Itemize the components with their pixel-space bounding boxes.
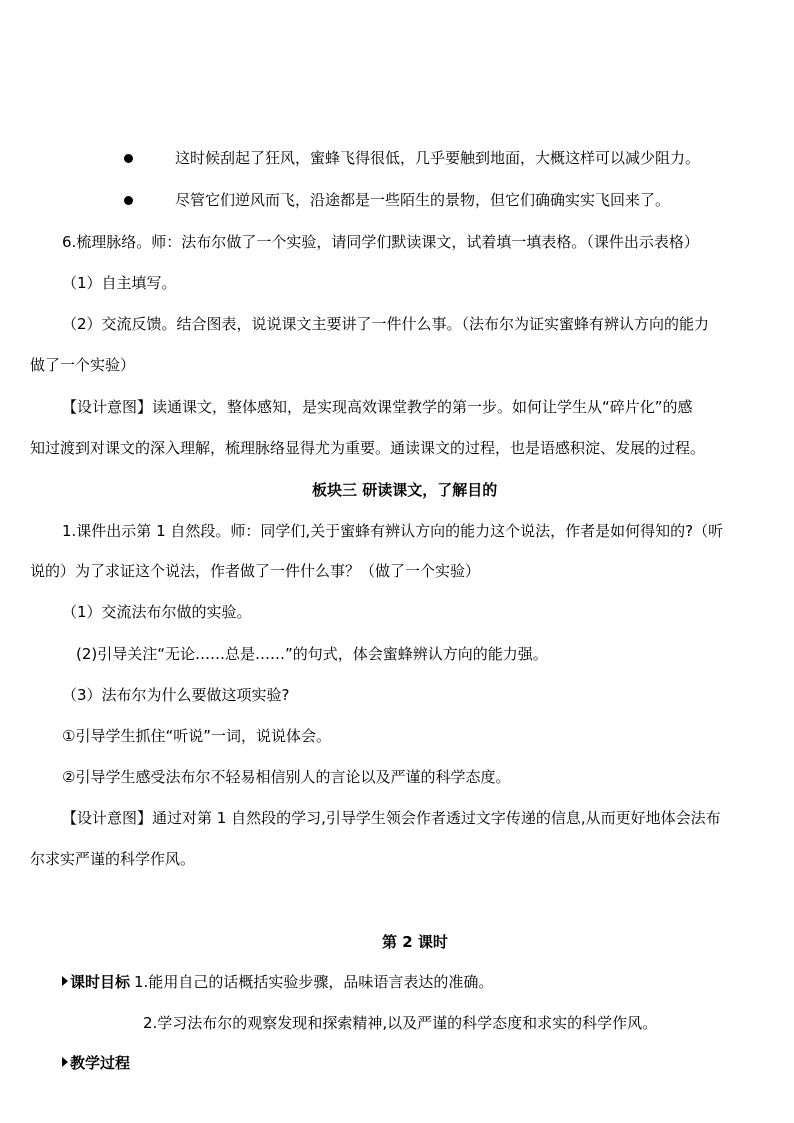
lesson-goals-row [62,972,493,992]
section3-sub1: （1）交流法布尔做的实验。 [62,603,252,621]
section3-sub3: （3）法布尔为什么要做这项实验? [62,686,290,704]
lesson-goals-label: 课时目标 [70,973,131,991]
section3-p1-line1: 1.课件出示第 1 自然段。师：同学们,关于蜜蜂有辨认方向的能力这个说法，作者是如何得知的?（听 [62,522,724,540]
design-intent-1-line1: 【设计意图】读通课文，整体感知，是实现高效课堂教学的第一步。如何让学生从“碎片化”的感 [62,398,693,416]
design-intent-2-line2: 尔求实严谨的科学作风。 [30,850,196,868]
triangle-bullet-icon [62,976,68,986]
section3-p1-line2: 说的）为了求证这个说法，作者做了一件什么事？（做了一个实验） [30,562,481,580]
step6-sub1: （1）自主填写。 [62,274,177,292]
bullet-text-1: 这时候刮起了狂风，蜜蜂飞得很低，几乎要触到地面，大概这样可以减少阻力。 [175,149,701,167]
step6-sub2-line1: （2）交流反馈。结合图表，说说课文主要讲了一件什么事。（法布尔为证实蜜蜂有辨认方向的能力 [62,315,710,333]
bullet-text-2: 尽管它们逆风而飞，沿途都是一些陌生的景物，但它们确确实实飞回来了。 [175,191,671,209]
section3-circled2: ②引导学生感受法布尔不轻易相信别人的言论以及严谨的科学态度。 [62,768,511,786]
teaching-process-label: 教学过程 [70,1054,131,1072]
lesson-goal-2: 2.学习法布尔的观察发现和探索精神,以及严谨的科学态度和求实的科学作风。 [143,1014,658,1032]
section3-circled1: ①引导学生抓住“听说”一词，说说体会。 [62,727,331,745]
design-intent-2-line1: 【设计意图】通过对第 1 自然段的学习,引导学生领会作者透过文字传递的信息,从而更好地体会法布 [62,809,721,827]
lesson2-heading: 第 2 课时 [382,933,448,951]
section3-heading: 板块三 研读课文，了解目的 [312,481,498,499]
triangle-bullet-icon [62,1057,68,1067]
teaching-process-row [62,1053,130,1073]
lesson-goal-1: 1.能用自己的话概括实验步骤，品味语言表达的准确。 [134,973,494,991]
design-intent-1-line2: 知过渡到对课文的深入理解，梳理脉络显得尤为重要。通读课文的过程，也是语感积淀、发展的过程。 [30,439,706,457]
step6-paragraph: 6.梳理脉络。师：法布尔做了一个实验，请同学们默读课文，试着填一填表格。（课件出示表格） [62,233,699,251]
section3-sub2: (2)引导关注“无论……总是……”的句式，体会蜜蜂辨认方向的能力强。 [76,645,548,663]
bullet-icon [124,196,133,205]
step6-sub2-line2: 做了一个实验） [30,356,136,374]
bullet-icon [124,154,133,163]
